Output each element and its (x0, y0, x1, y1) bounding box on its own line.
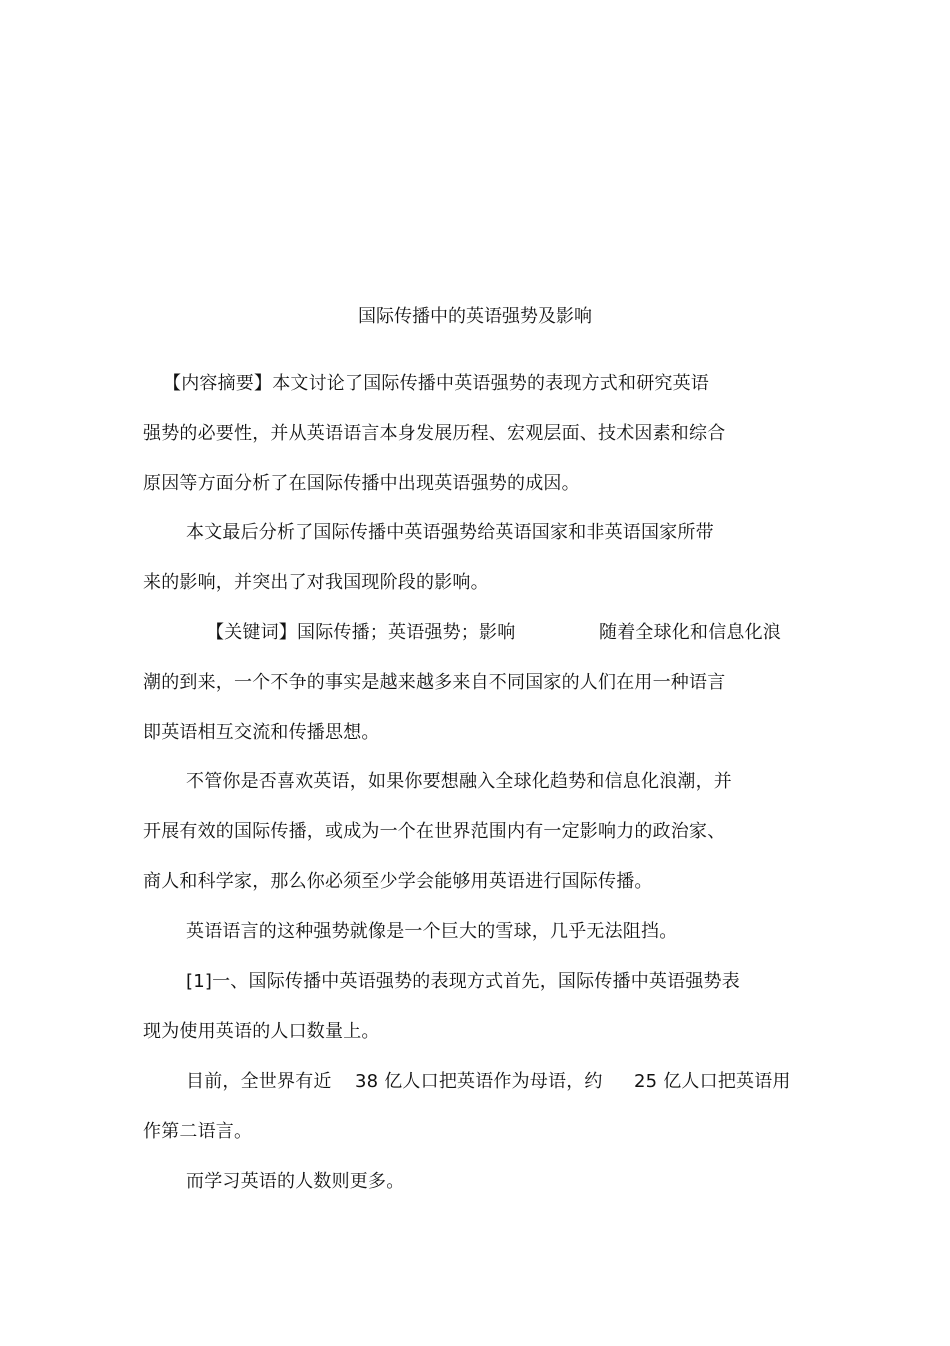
paragraph-line: 原因等方面分析了在国际传播中出现英语强势的成因。 (143, 473, 580, 494)
paragraph-line: 潮的到来，一个不争的事实是越来越多来自不同国家的人们在用一种语言 (143, 672, 726, 693)
paragraph-line: 而学习英语的人数则更多。 (186, 1171, 405, 1192)
paragraph-line: 本文最后分析了国际传播中英语强势给英语国家和非英语国家所带 (186, 522, 714, 543)
paragraph-line: 现为使用英语的人口数量上。 (143, 1021, 380, 1042)
paragraph-line: 【内容摘要】本文讨论了国际传播中英语强势的表现方式和研究英语 (163, 373, 709, 394)
paragraph-line: 38 亿人口把英语作为母语，约 (355, 1071, 603, 1092)
paragraph-line: 随着全球化和信息化浪 (599, 622, 781, 643)
paragraph-line: 开展有效的国际传播，或成为一个在世界范围内有一定影响力的政治家、 (143, 821, 726, 842)
paragraph-line: [1]一、国际传播中英语强势的表现方式首先，国际传播中英语强势表 (186, 971, 740, 992)
paragraph-line: 英语语言的这种强势就像是一个巨大的雪球，几乎无法阻挡。 (186, 921, 678, 942)
document-title: 国际传播中的英语强势及影响 (358, 306, 592, 327)
paragraph-line: 来的影响，并突出了对我国现阶段的影响。 (143, 572, 489, 593)
paragraph-line: 强势的必要性，并从英语语言本身发展历程、宏观层面、技术因素和综合 (143, 423, 726, 444)
paragraph-line: 不管你是否喜欢英语，如果你要想融入全球化趋势和信息化浪潮，并 (186, 771, 732, 792)
paragraph-line: 目前，全世界有近 (186, 1071, 332, 1092)
paragraph-line: 25 亿人口把英语用 (634, 1071, 791, 1092)
paragraph-line: 商人和科学家，那么你必须至少学会能够用英语进行国际传播。 (143, 871, 653, 892)
paragraph-line: 作第二语言。 (143, 1121, 253, 1142)
keywords-line: 【关键词】国际传播；英语强势；影响 (206, 622, 516, 643)
paragraph-line: 即英语相互交流和传播思想。 (143, 722, 380, 743)
